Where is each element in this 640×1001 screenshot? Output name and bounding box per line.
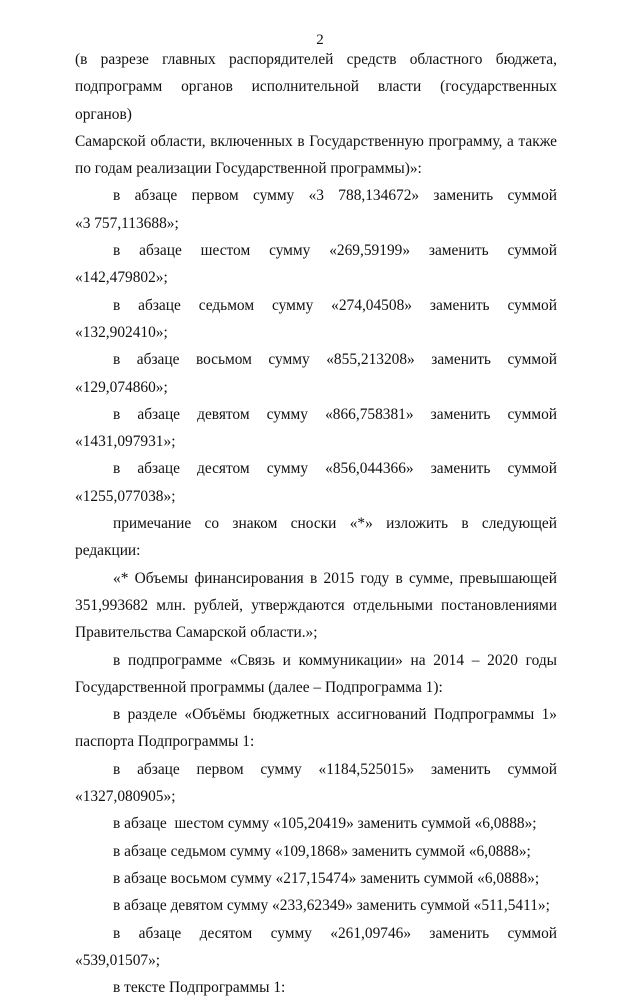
- paragraph-seventh-abzac: в абзаце седьмом сумму «274,04508» заменить суммой «132,902410»;: [75, 296, 557, 341]
- paragraph-footnote-note: примечание со знаком сноски «*» изложить в следующей редакции:: [75, 515, 557, 560]
- intro-line-3: Самарской области, включенных в Государственную программу, а также: [75, 132, 557, 150]
- paragraph-sixth-abzac: в абзаце шестом сумму «269,59199» заменить суммой «142,479802»;: [75, 242, 557, 287]
- paragraph-line: в разделе «Объёмы бюджетных ассигнований Подпрограммы 1»: [113, 706, 557, 724]
- paragraph-line: «1327,080905»;: [75, 788, 176, 806]
- paragraph-sub-sixth-abzac: в абзаце шестом сумму «105,20419» заменить суммой «6,0888»;: [113, 815, 537, 833]
- paragraph-ninth-abzac: [75, 401, 557, 456]
- document-body: [75, 46, 557, 1001]
- paragraph-line: «1431,097931»;: [75, 433, 176, 451]
- paragraph-line: «3 757,113688»;: [75, 214, 179, 232]
- paragraph-line: в абзаце первом сумму «3 788,134672» заменить суммой: [113, 187, 557, 205]
- paragraph-line: в абзаце девятом сумму «866,758381» заменить суммой: [113, 405, 557, 423]
- paragraph-line: «* Объемы финансирования в 2015 году в сумме, превышающей: [113, 569, 557, 587]
- paragraph-line: в абзаце восьмом сумму «855,213208» заменить суммой: [113, 351, 557, 369]
- paragraph-line: 351,993682 млн. рублей, утверждаются отдельными постановлениями: [75, 596, 557, 614]
- paragraph-sub-eighth-abzac: в абзаце восьмом сумму «217,15474» заменить суммой «6,0888»;: [113, 869, 540, 887]
- paragraph-subprogram: [75, 647, 557, 702]
- page-number: 2: [316, 32, 324, 48]
- paragraph-sub-first-abzac: [75, 756, 557, 811]
- paragraph-sub-tenth-abzac: в абзаце десятом сумму «261,09746» заменить суммой «539,01507»;: [75, 924, 557, 969]
- paragraph-line: Государственной программы (далее – Подпрограмма 1):: [75, 678, 443, 696]
- paragraph-tenth-abzac: [75, 455, 557, 510]
- paragraph-line: Правительства Самарской области.»;: [75, 624, 318, 642]
- paragraph-line: «1255,077038»;: [75, 487, 176, 505]
- paragraph-sub-ninth-abzac: в абзаце девятом сумму «233,62349» заменить суммой «511,5411»;: [113, 897, 550, 915]
- paragraph-section-budget: [75, 701, 557, 756]
- paragraph-line: паспорта Подпрограммы 1:: [75, 733, 255, 751]
- intro-line-1: (в разрезе главных распорядителей средств областного бюджета,: [75, 51, 557, 68]
- paragraph-sub-seventh-abzac: в абзаце седьмом сумму «109,1868» заменить суммой «6,0888»;: [113, 842, 531, 860]
- paragraph-line: в абзаце первом сумму «1184,525015» заменить суммой: [113, 760, 557, 778]
- paragraph-eighth-abzac: [75, 346, 557, 401]
- paragraph-footnote-text: [75, 565, 557, 647]
- paragraph-line: в подпрограмме «Связь и коммуникации» на 2014 – 2020 годы: [113, 651, 557, 669]
- intro-line-4: по годам реализации Государственной программы)»:: [75, 160, 422, 178]
- paragraph-first-abzac: [75, 182, 557, 237]
- intro-line-2: подпрограмм органов исполнительной власти (государственных органов): [75, 78, 557, 123]
- paragraph-line: в абзаце десятом сумму «856,044366» заменить суммой: [113, 460, 557, 478]
- paragraph-line: «129,074860»;: [75, 378, 168, 396]
- paragraph-subprogram-text: в тексте Подпрограммы 1:: [113, 979, 286, 997]
- intro-paragraph: [75, 46, 557, 182]
